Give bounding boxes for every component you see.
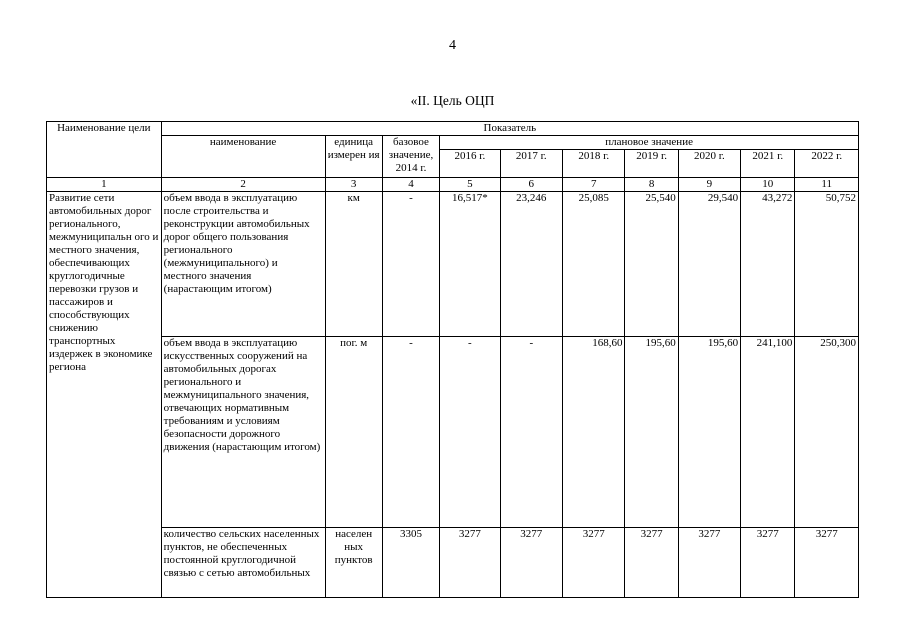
header-year: 2016 г. [440, 150, 500, 178]
indicator-name: объем ввода в эксплуатацию искусственных сооружений на автомобильных дорогах регионального и межмуниципального значения, отвечающих нормативным требованиям и условиям безопасности дорожного движения (нарастающим итогом) [161, 337, 325, 528]
header-year: 2022 г. [795, 150, 859, 178]
indicator-value: 3277 [625, 528, 678, 598]
indicator-unit: км [325, 192, 382, 337]
column-number-row [47, 178, 859, 192]
column-number: 7 [563, 178, 625, 192]
indicator-value: 168,60 [563, 337, 625, 528]
indicator-value: 3277 [440, 528, 500, 598]
header-year: 2018 г. [563, 150, 625, 178]
header-year: 2019 г. [625, 150, 678, 178]
indicator-value: 25,540 [625, 192, 678, 337]
table-row [47, 528, 859, 598]
column-number: 1 [47, 178, 162, 192]
column-number: 11 [795, 178, 859, 192]
header-year: 2020 г. [678, 150, 740, 178]
indicator-value: 3277 [500, 528, 562, 598]
column-number: 5 [440, 178, 500, 192]
column-number: 4 [382, 178, 439, 192]
indicator-value: 195,60 [678, 337, 740, 528]
page-number: 4 [449, 38, 456, 53]
indicator-base: - [382, 337, 439, 528]
indicator-value: - [440, 337, 500, 528]
table-row [47, 337, 859, 528]
indicator-base: - [382, 192, 439, 337]
indicator-value: 241,100 [741, 337, 795, 528]
indicator-unit: населен ных пунктов [325, 528, 382, 598]
indicator-value: 3277 [563, 528, 625, 598]
indicator-value: 3277 [741, 528, 795, 598]
indicator-base: 3305 [382, 528, 439, 598]
header-goal-name: Наименование цели [47, 122, 162, 178]
goal-cell: Развитие сети автомобильных дорог регионального, межмуниципальн ого и местного значения, обеспечивающих круглогодичные перевозки грузов и пассажиров и способствующих снижению транспортных издержек в экономике региона [47, 192, 162, 598]
header-planned: плановое значение [440, 136, 859, 150]
column-number: 8 [625, 178, 678, 192]
indicator-value: 3277 [678, 528, 740, 598]
table-row [47, 192, 859, 337]
indicator-value: 195,60 [625, 337, 678, 528]
section-title: «II. Цель ОЦП [410, 93, 495, 108]
column-number: 3 [325, 178, 382, 192]
indicator-value: 43,272 [741, 192, 795, 337]
indicator-value: 250,300 [795, 337, 859, 528]
indicator-value: 25,085 [563, 192, 625, 337]
header-year: 2021 г. [741, 150, 795, 178]
indicator-value: - [500, 337, 562, 528]
indicator-value: 50,752 [795, 192, 859, 337]
header-name: наименование [161, 136, 325, 178]
indicator-value: 3277 [795, 528, 859, 598]
column-number: 2 [161, 178, 325, 192]
indicator-value: 16,517* [440, 192, 500, 337]
column-number: 9 [678, 178, 740, 192]
column-number: 10 [741, 178, 795, 192]
header-indicator: Показатель [161, 122, 858, 136]
indicator-value: 29,540 [678, 192, 740, 337]
indicator-value: 23,246 [500, 192, 562, 337]
goal-indicators-table [46, 121, 859, 598]
indicator-name: количество сельских населенных пунктов, не обеспеченных постоянной круглогодичной связью с сетью автомобильных [161, 528, 325, 598]
header-row-1 [47, 122, 859, 136]
column-number: 6 [500, 178, 562, 192]
header-unit: единица измерен ия [325, 136, 382, 178]
header-year: 2017 г. [500, 150, 562, 178]
header-row-2 [47, 136, 859, 150]
indicator-unit: пог. м [325, 337, 382, 528]
header-base: базовое значение, 2014 г. [382, 136, 439, 178]
indicator-name: объем ввода в эксплуатацию после строительства и реконструкции автомобильных дорог общего пользования регионального (межмуниципального) и местного значения (нарастающим итогом) [161, 192, 325, 337]
